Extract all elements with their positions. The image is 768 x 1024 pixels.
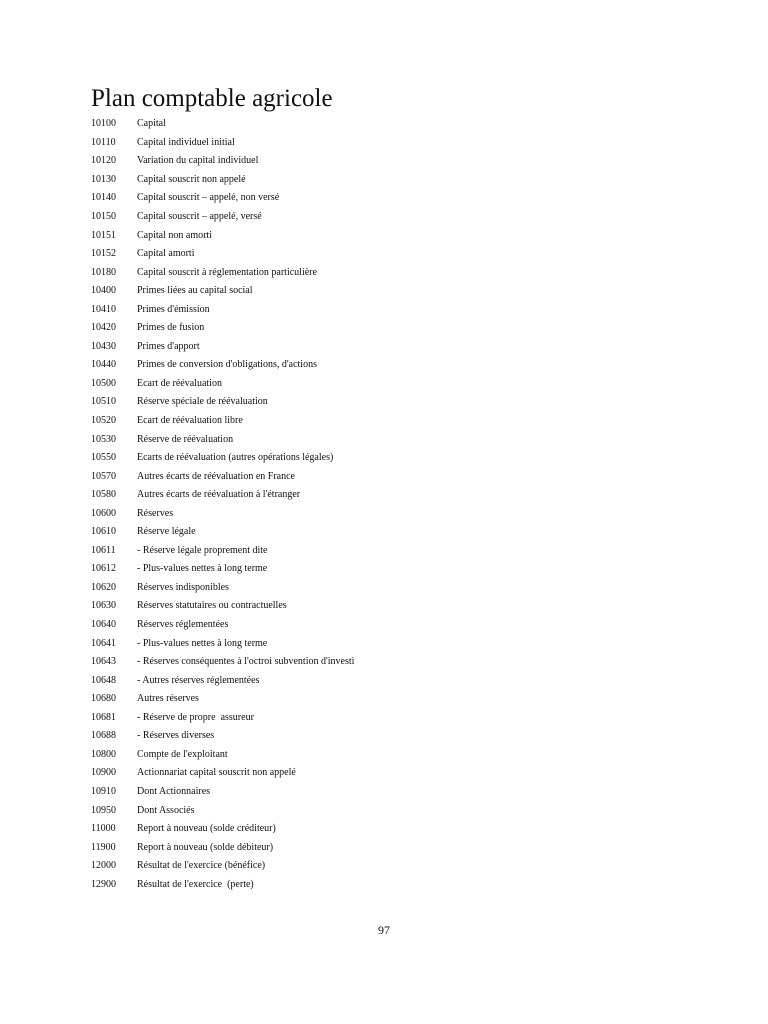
account-label: Autres réserves <box>137 693 199 705</box>
account-row <box>91 245 691 264</box>
account-label: Réserves <box>137 507 174 519</box>
account-code: 10688 <box>91 730 116 742</box>
account-code: 10400 <box>91 285 116 297</box>
account-label: Report à nouveau (solde créditeur) <box>137 823 276 835</box>
account-code: 10151 <box>91 229 116 241</box>
account-label: Primes d'apport <box>137 340 200 352</box>
account-code: 10681 <box>91 711 116 723</box>
account-row <box>91 634 691 653</box>
account-label: Ecarts de réévaluation (autres opérations légales) <box>137 452 334 464</box>
account-code: 10130 <box>91 173 116 185</box>
account-code: 10641 <box>91 637 116 649</box>
account-code: 10440 <box>91 359 116 371</box>
account-label: Autres écarts de réévaluation en France <box>137 470 295 482</box>
account-row <box>91 783 691 802</box>
page-title: Plan comptable agricole <box>91 85 333 112</box>
account-label: Réserve légale <box>137 526 196 538</box>
account-label: Capital <box>137 118 166 130</box>
account-row <box>91 857 691 876</box>
account-code: 10950 <box>91 804 116 816</box>
account-label: Dont Actionnaires <box>137 785 211 797</box>
account-row <box>91 875 691 894</box>
account-code: 11000 <box>91 823 116 835</box>
account-label: Variation du capital individuel <box>137 155 259 167</box>
account-label: Capital individuel initial <box>137 136 235 148</box>
account-row <box>91 727 691 746</box>
account-row <box>91 709 691 728</box>
account-row <box>91 671 691 690</box>
account-label: Report à nouveau (solde débiteur) <box>137 841 274 853</box>
account-row <box>91 449 691 468</box>
account-row <box>91 579 691 598</box>
account-label: - Réserve légale proprement dite <box>137 544 268 556</box>
account-label: Réserve de réévaluation <box>137 433 234 445</box>
account-row <box>91 653 691 672</box>
account-code: 10643 <box>91 656 116 668</box>
account-label: Capital amorti <box>137 248 195 260</box>
account-label: Ecart de réévaluation libre <box>137 415 243 427</box>
account-row <box>91 523 691 542</box>
account-row <box>91 375 691 394</box>
account-row <box>91 560 691 579</box>
account-label: - Réserve de propre assureur <box>137 711 254 723</box>
account-row <box>91 115 691 134</box>
account-code: 10180 <box>91 266 116 278</box>
account-row <box>91 746 691 765</box>
account-label: Résultat de l'exercice (perte) <box>137 878 254 890</box>
account-row <box>91 134 691 153</box>
account-label: Réserve spéciale de réévaluation <box>137 396 268 408</box>
account-list <box>91 115 691 894</box>
account-code: 10410 <box>91 303 116 315</box>
account-row <box>91 171 691 190</box>
account-label: Ecart de réévaluation <box>137 377 222 389</box>
account-row <box>91 467 691 486</box>
account-label: Résultat de l'exercice (bénéfice) <box>137 860 266 872</box>
account-code: 10610 <box>91 526 116 538</box>
account-row <box>91 356 691 375</box>
account-code: 12900 <box>91 878 116 890</box>
account-label: Capital non amorti <box>137 229 212 241</box>
account-code: 10150 <box>91 211 116 222</box>
account-label: Réserves statutaires ou contractuelles <box>137 600 287 612</box>
page-number: 97 <box>378 923 390 937</box>
account-label: Primes de fusion <box>137 322 205 334</box>
account-row <box>91 616 691 635</box>
account-row <box>91 152 691 171</box>
account-label: Réserves indisponibles <box>137 581 229 593</box>
account-row <box>91 226 691 245</box>
account-code: 11900 <box>91 841 116 853</box>
account-code: 10430 <box>91 340 116 352</box>
account-row <box>91 430 691 449</box>
account-code: 10530 <box>91 433 116 445</box>
account-row <box>91 504 691 523</box>
account-label: Capital souscrit non appelé <box>137 173 246 185</box>
account-row <box>91 263 691 282</box>
account-label: - Plus-values nettes à long terme <box>137 563 268 575</box>
account-row <box>91 838 691 857</box>
account-code: 10900 <box>91 767 116 779</box>
account-code: 10640 <box>91 619 116 631</box>
account-code: 10680 <box>91 693 116 705</box>
account-row <box>91 690 691 709</box>
account-code: 10580 <box>91 489 116 501</box>
account-code: 10612 <box>91 563 116 575</box>
account-code: 10550 <box>91 452 116 464</box>
account-label: Primes liées au capital social <box>137 285 253 297</box>
account-label: Compte de l'exploitant <box>137 748 228 760</box>
account-row <box>91 393 691 412</box>
account-code: 10510 <box>91 396 116 408</box>
account-code: 10152 <box>91 248 116 260</box>
account-label: Dont Associés <box>137 804 195 816</box>
account-code: 10520 <box>91 415 116 427</box>
account-code: 10648 <box>91 674 116 686</box>
account-label: - Réserves conséquentes à l'octroi subvention d'investi <box>137 656 355 668</box>
account-row <box>91 764 691 783</box>
account-code: 10140 <box>91 192 116 204</box>
account-label: - Plus-values nettes à long terme <box>137 637 268 649</box>
account-row <box>91 338 691 357</box>
account-row <box>91 542 691 561</box>
account-code: 10500 <box>91 377 116 389</box>
account-row <box>91 282 691 301</box>
account-code: 10611 <box>91 544 116 556</box>
account-code: 10910 <box>91 785 116 797</box>
account-code: 10110 <box>91 136 116 148</box>
account-label: Primes d'émission <box>137 303 210 315</box>
account-code: 10120 <box>91 155 116 167</box>
account-row <box>91 319 691 338</box>
account-code: 12000 <box>91 860 116 872</box>
account-label: - Réserves diverses <box>137 730 215 742</box>
account-code: 10600 <box>91 507 116 519</box>
account-row <box>91 189 691 208</box>
account-row <box>91 486 691 505</box>
account-row <box>91 801 691 820</box>
account-row <box>91 412 691 431</box>
account-label: Capital souscrit – appelé, versé <box>137 211 262 222</box>
account-label: Capital souscrit – appelé, non versé <box>137 192 280 204</box>
account-row <box>91 820 691 839</box>
account-row <box>91 208 691 227</box>
account-code: 10100 <box>91 118 116 130</box>
account-code: 10800 <box>91 748 116 760</box>
account-label: - Autres réserves réglementées <box>137 674 260 686</box>
account-row <box>91 597 691 616</box>
account-label: Capital souscrit à réglementation particulière <box>137 266 317 278</box>
account-code: 10630 <box>91 600 116 612</box>
account-label: Autres écarts de réévaluation à l'étranger <box>137 489 301 501</box>
account-row <box>91 300 691 319</box>
account-code: 10570 <box>91 470 116 482</box>
account-code: 10620 <box>91 581 116 593</box>
account-label: Réserves réglementées <box>137 619 229 631</box>
account-label: Actionnariat capital souscrit non appelé <box>137 767 296 779</box>
account-label: Primes de conversion d'obligations, d'actions <box>137 359 317 371</box>
account-code: 10420 <box>91 322 116 334</box>
